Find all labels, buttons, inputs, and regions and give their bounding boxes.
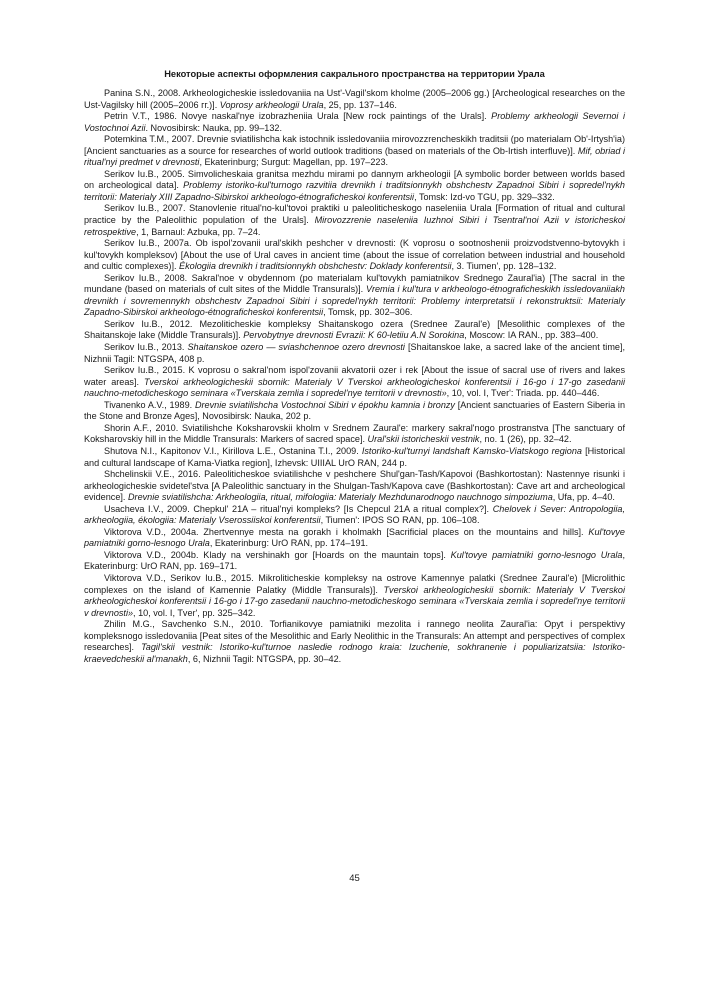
reference-list (84, 88, 625, 665)
reference-entry (84, 273, 625, 319)
reference-citation: Serikov Iu.B., 2007a. Ob ispol'zovanii ural'skikh peshcher v drevnosti: (K voprosu o sootnoshenii proizvodstvenno-bytovykh i kul'tovykh kompleksov) [About the use of Ural caves in ancient time (about the issue of correlation between industrial and household and cultic complexes)]. (84, 238, 625, 272)
reference-details: , Ekaterinburg: UrO RAN, pp. 169–171. (84, 549, 626, 572)
reference-source: Tagil'skii vestnik: Istoriko-kul'turnoe nasledie rodnogo kraia: Izuchenie, sokhranenie i populiarizatsiia: Istoriko-kraevedcheskii al'manakh (84, 642, 625, 664)
reference-details: , 6, Nizhnii Tagil: NTGSPA, pp. 30–42. (187, 653, 342, 664)
reference-details: , 3. Tiumen', pp. 128–132. (451, 261, 557, 272)
reference-source: Tverskoi arkheologicheskii sbornik: Materialy V Tverskoi arkheologicheskoi konferentsii i 16-go i 17-go zasedanii nauchno-metodicheskogo seminara «Tverskaia zemlia i sopredel'nye territorii v drevnosti» (84, 584, 625, 618)
reference-citation: Potemkina T.M., 2007. Drevnie sviatilishcha kak istochnik issledovaniia mirovozzrencheskikh traditsii (po materialam Ob'-Irtysh'ia) [Ancient sanctuaries as a source for researches of world outlook traditions (based on materials of the Ob-Irtish interfluve)]. (84, 134, 625, 156)
reference-entry (84, 342, 625, 365)
reference-details: , Tiumen': IPOS SO RAN, pp. 106–108. (320, 515, 480, 526)
reference-citation: Panina S.N., 2008. Arkheologicheskie issledovaniia na Ust'-Vagil'skom kholme (2005–2006 gg.) [Archeological researches on the Ust-Vagilsky hill (2005–2006 гг.)]. (84, 88, 625, 110)
running-title: Некоторые аспекты оформления сакрального пространства на территории Урала (164, 69, 545, 79)
reference-citation: Serikov Iu.B., 2015. K voprosu o sakral'nom ispol'zovanii akvatorii ozer i rek [About the issue of sacral use of rivers and lakes water areas]. (84, 365, 625, 387)
reference-citation: Serikov Iu.B., 2008. Sakral'noe v obydennom (po materialam kul'tovykh pamiatnikov Srednego Zaural'ia) [The sacral in the mundane (based on materials of cult sites of the Middle Transurals)]. (84, 272, 625, 295)
reference-citation: Shutova N.I., Kapitonov V.I., Kirillova L.E., Ostanina T.I., 2009. (104, 445, 362, 456)
reference-entry (84, 527, 625, 550)
reference-entry (84, 469, 625, 504)
reference-source: Vremia i kul'tura v arkheologo-étnograficheskikh issledovaniiakh drevnikh i sovremennykh obshchestv Zapadnoi Sibiri i sopredel'nykh territorii: Problemy interpretatsii i rekonstruktsii: Materialy Zapadno-Sibirskoi arkheologo-étnograficheskoi konferentsii (84, 284, 625, 318)
reference-entry (84, 238, 625, 273)
reference-source: Tverskoi arkheologicheskii sbornik: Materialy V Tverskoi arkheologicheskoi konferentsii i 16-go i 17-go zasedanii nauchno-metodicheskogo seminara «Tverskaia zemlia i sopredel'nye territorii v drevnosti» (84, 376, 625, 399)
reference-source: Kul'tovye pamiatniki gorno-lesnogo Urala (450, 549, 623, 560)
reference-citation: Shchelinskii V.E., 2016. Paleoliticheskoe sviatilishche v peshchere Shul'gan-Tash/Kapovoi (Bashkortostan): Nastennye risunki i arkheologicheskie svidetel'stva [A Paleolithic sanctuary in the Shulgan-Tash/Kapova cave (Bashkortostan): Cave art and archeological evidence]. (84, 469, 625, 503)
reference-entry (84, 504, 625, 527)
reference-citation: Serikov Iu.B., 2012. Mezoliticheskie kompleksy Shaitanskogo ozera (Srednee Zaural'e) [Mesolithic complexes of the Shaitanskoje lake (Middle Transurals)]. (84, 318, 625, 341)
reference-citation: Shorin A.F., 2010. Sviatilishche Koksharovskii kholm v Srednem Zaural'e: markery sakral'nogo prostranstva [The sanctuary of Koksharovskiy hill in the Middle Transurals: Markers of sacred space]. (84, 422, 625, 445)
page-number: 45 (349, 873, 360, 884)
reference-source: Mirovozzrenie naseleniia Iuzhnoi Sibiri i Tsentral'noi Azii v istoricheskoi retrospektive (84, 215, 626, 237)
reference-entry (84, 573, 625, 619)
reference-source: Mif, obriad i ritual'nyi predmet v drevnosti (84, 145, 625, 168)
reference-entry (84, 423, 625, 446)
reference-details: , Moscow: IA RAN., pp. 383–400. (464, 330, 599, 341)
reference-entry (84, 619, 625, 665)
reference-details: [Shaitanskoe lake, a sacred lake of the ancient time], Nizhnii Tagil: NTGSPA, 408 p. (84, 342, 626, 364)
reference-details: [Historical and cultural landscape of Kama-Viatka region], Izhevsk: UIIIAL UrO RAN, 244 p. (84, 445, 625, 468)
reference-entry (84, 365, 625, 400)
reference-entry (84, 400, 625, 423)
reference-source: Kul'tovye pamiatniki gorno-lesnogo Urala (84, 526, 625, 549)
reference-source: Ural'skii istoricheskii vestnik (367, 434, 480, 445)
reference-source: Drevnie sviatilishcha: Arkheologiia, ritual, mifologiia: Materialy Mezhdunarodnogo nauchnogo simpoziuma (127, 492, 553, 503)
reference-citation: Serikov Iu.B., 2005. Simvolicheskaia granitsa mezhdu mirami po dannym arkheologii [A symbolic border between worlds based on archeological data]. (84, 168, 625, 191)
reference-source: Shaitanskoe ozero — sviashchennoe ozero drevnosti (187, 342, 405, 353)
reference-source: Drevnie sviatilishcha Vostochnoi Sibiri v épokhu kamnia i bronzy (194, 399, 455, 410)
reference-details: , Tomsk: Izd-vo TGU, pp. 329–332. (414, 191, 555, 202)
reference-details: , no. 1 (26), pp. 32–42. (479, 434, 572, 445)
reference-source: Chelovek i Sever: Antropologiia, arkheologiia, ékologiia: Materialy Vserossiiskoi konferentsii (84, 503, 625, 526)
reference-details: , Ufa, pp. 4–40. (552, 492, 615, 503)
reference-citation: Usacheva I.V., 2009. Chepkul' 21A – ritual'nyi kompleks? [Is Chepcul 21A a ritual complex?]. (104, 503, 493, 514)
reference-entry (84, 203, 625, 238)
reference-citation: Zhilin M.G., Savchenko S.N., 2010. Torfianikovye pamiatniki mezolita i rannego neolita Zaural'ia: Opyt i perspektivy kompleksnogo issledovaniia [Peat sites of the Mesolithic and Early Neolithic in the Transurals: An attempt and perspectives of complex researches]. (84, 619, 625, 653)
reference-source: Problemy istoriko-kul'turnogo razvitiia drevnikh i traditsionnykh obshchestv Zapadnoi Sibiri i sopredel'nykh territorii: Materialy XIII Zapadno-Sibirskoi arkheologo-étnograficheskoi konferentsii (84, 180, 625, 202)
reference-details: , Ekaterinburg; Surgut: Magellan, pp. 197–223. (199, 157, 389, 168)
reference-source: Istoriko-kul'turnyi landshaft Kamsko-Viatskogo regiona (361, 445, 582, 456)
reference-citation: Viktorova V.D., 2004b. Klady na vershinakh gor [Hoards on the mauntain tops]. (104, 549, 451, 560)
reference-entry (84, 550, 625, 573)
reference-entry (84, 169, 625, 204)
reference-citation: Viktorova V.D., Serikov Iu.B., 2015. Mikroliticheskie kompleksy na ostrove Kamennye palatki (Srednee Zaural'e) [Microlithic complexes on the island of Kamennie Palatky (Middle Transurals)]. (84, 572, 625, 595)
reference-details: , 10, vol. I, Tver': Triada. pp. 440–446. (446, 388, 600, 399)
reference-citation: Petrin V.T., 1986. Novye naskal'nye izobrazheniia Urala [New rock paintings of the Urals]. (104, 111, 492, 122)
reference-citation: Serikov Iu.B., 2007. Stanovlenie ritual'no-kul'tovoi praktiki u paleoliticheskogo naseleniia Urala [Formation of ritual and cultural practice by the Paleolithic population of the Urals]. (84, 203, 625, 226)
reference-details: , 1, Barnaul: Azbuka, pp. 7–24. (136, 226, 261, 237)
reference-details: , 25, pp. 137–146. (323, 99, 397, 110)
reference-entry (84, 134, 625, 169)
reference-entry (84, 319, 625, 342)
reference-citation: Serikov Iu.B., 2013. (104, 342, 188, 353)
reference-entry (84, 111, 625, 134)
reference-citation: Tivanenko A.V., 1989. (104, 399, 195, 410)
reference-details: , Ekaterinburg: UrO RAN, pp. 174–191. (209, 538, 369, 549)
reference-source: Pervobytnye drevnosti Evrazii: K 60-letiiu A.N Sorokina (243, 330, 465, 341)
reference-details: , Tomsk, pp. 302–306. (323, 307, 413, 318)
reference-details: , 10, vol. I, Tver', pp. 325–342. (133, 607, 256, 618)
reference-details: . Novosibirsk: Nauka, pp. 99–132. (145, 122, 282, 133)
reference-source: Voprosy arkheologii Urala (219, 99, 324, 110)
reference-citation: Viktorova V.D., 2004a. Zhertvennye mesta na gorakh i kholmakh [Sacrificial places on the mountains and hills]. (104, 526, 589, 537)
reference-entry (84, 88, 625, 111)
reference-details: [Ancient sanctuaries of Eastern Siberia in the Stone and Bronze Ages], Novosibirsk: Nauka, 202 p. (84, 399, 626, 422)
reference-source: Ékologiia drevnikh i traditsionnykh obshchestv: Doklady konferentsii (179, 261, 452, 272)
reference-entry (84, 446, 625, 469)
reference-source: Problemy arkheologii Severnoi i Vostochnoi Azii (84, 111, 625, 133)
